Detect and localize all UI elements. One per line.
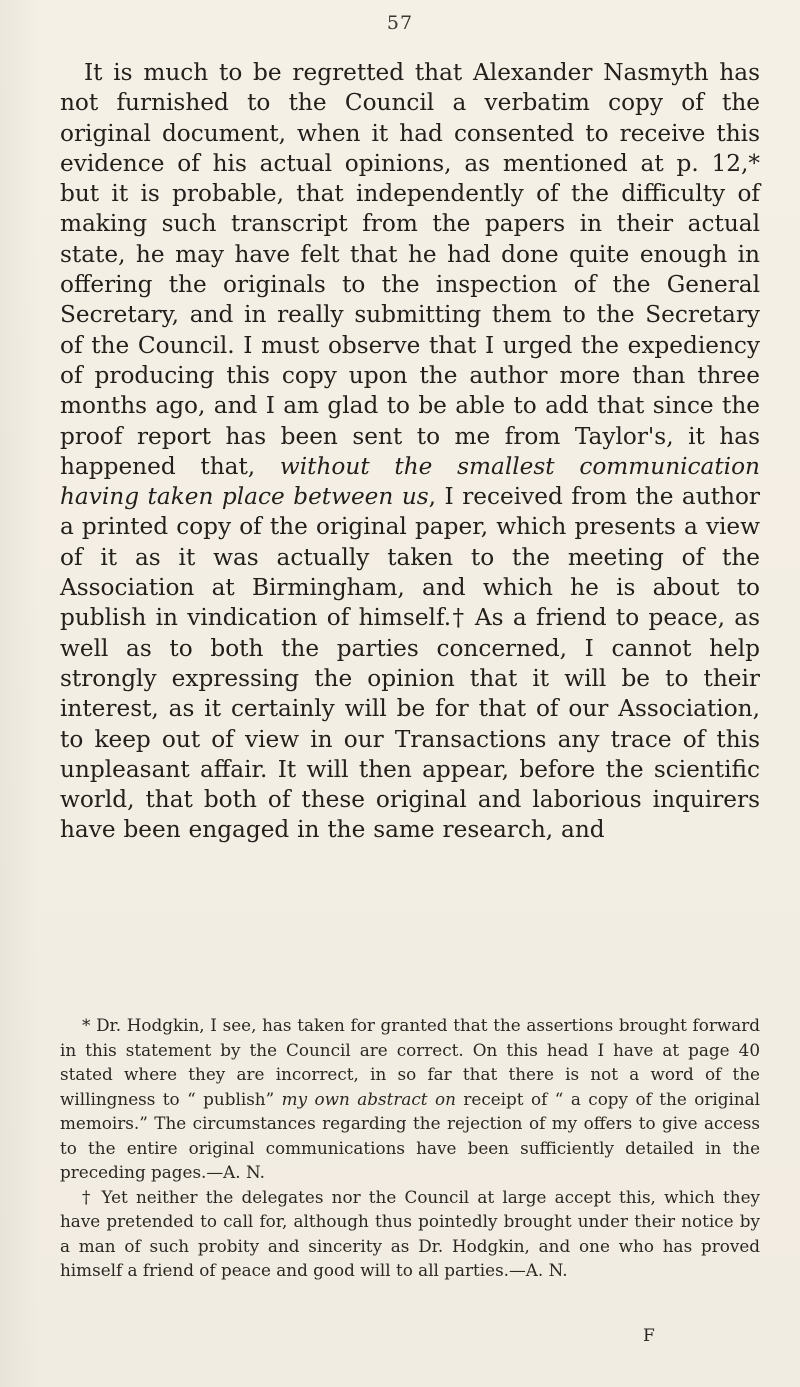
footnote-dagger: † Yet neither the delegates nor the Council at large accept this, which they have pretended to call for, although thus pointedly brought under their notice by a man of such probity and sincerity as Dr. Hodgkin, and one who has proved himself a friend of peace and good will to all parties.—A. N.	[60, 1186, 760, 1280]
footnote-star	[60, 1013, 760, 1185]
main-text-part-1: It is much to be regretted that Alexander Nasmyth has not furnished to the Council a verbatim copy of the original document, when it had consented to receive this evidence of his actual opinions, as mentioned at p. 12,* but it is probable, that independently of the difficulty of making such transcript from the papers in their actual state, he may have felt that he had done quite enough in offering the originals to the inspection of the General Secretary, and in really submitting them to the Secretary of the Council. I must observe that I urged the expediency of producing this copy upon the author more than three months ago, and I am glad to be able to add that since the proof report has been sent to me from Taylor's, it has happened that,	[60, 59, 760, 480]
footnote-star-part-1: * Dr. Hodgkin, I see, has taken for granted that the assertions brought forward in this statement by the Council are correct. On this head I have at page 40 stated where they are incorrect, in so far that there is not a word of the willingness to “ publish”	[60, 1015, 760, 1109]
footnotes	[60, 1013, 760, 1283]
main-text-part-2: , I received from the author a printed copy of the original paper, which presents a view of it as it was actually taken to the meeting of the Association at Birmingham, and which he is about to publish in vindication of himself.† As a friend to peace, as well as to both the parties concerned, I cannot help strongly expressing the opinion that it will be to their interest, as it certainly will be for that of our Association, to keep out of view in our Transactions any trace of this unpleasant affair. It will then appear, before the scientific world, that both of these original and laborious inquirers have been engaged in the same research, and	[60, 483, 760, 844]
footnote-star-italic: my own abstract on	[281, 1088, 456, 1109]
main-text-block	[60, 58, 760, 846]
main-text-italic: without the smallest communication having taken place between us	[60, 452, 760, 511]
footnote-star-part-2: receipt of “ a copy of the original memoirs.” The circumstances regarding the rejection of my offers to give access to the entire original communications have been sufficiently detailed in the preceding pages.—A. N.	[60, 1088, 761, 1182]
signature-mark: F	[643, 1326, 655, 1346]
page-number: 57	[386, 12, 414, 34]
main-paragraph	[60, 58, 760, 846]
